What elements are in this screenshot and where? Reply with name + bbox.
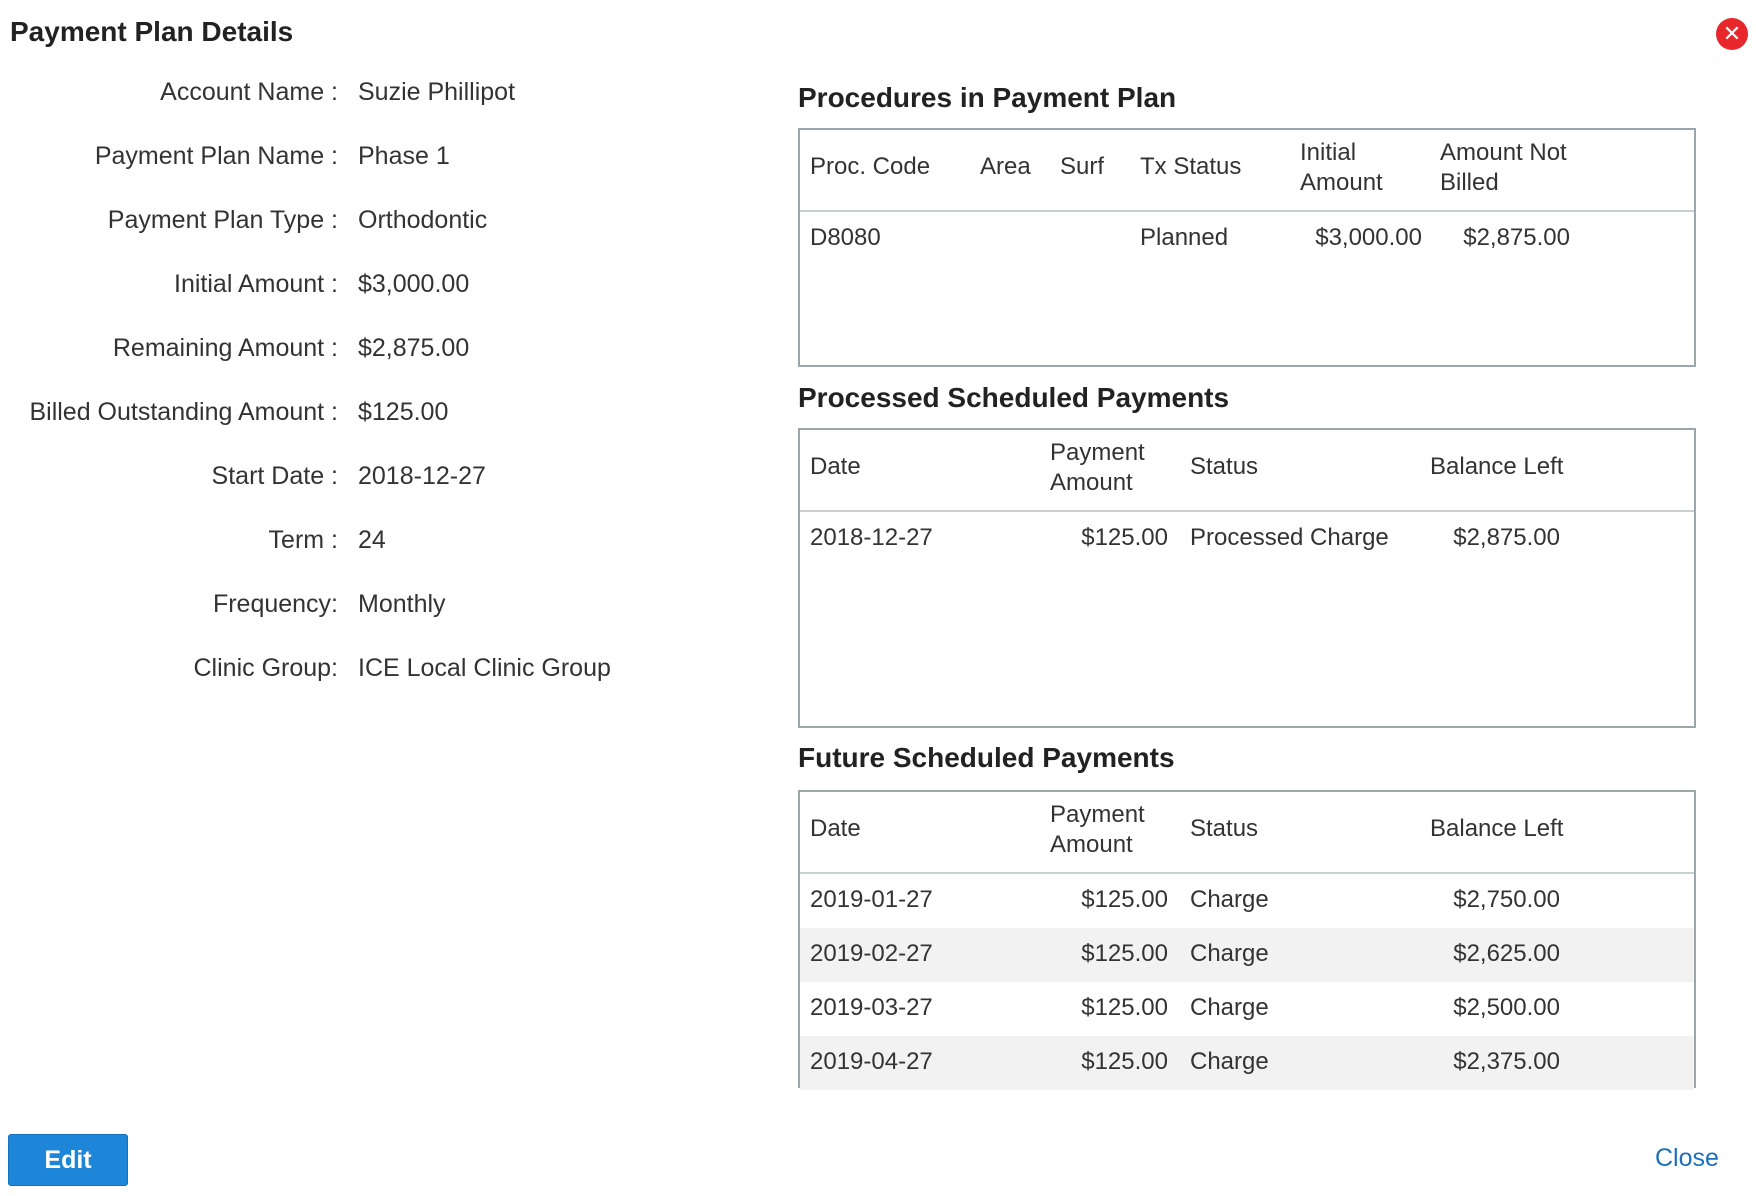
detail-label: Payment Plan Name : [94, 142, 338, 170]
detail-value: ICE Local Clinic Group [358, 654, 611, 682]
header-initial-amount-line1: Initial [1300, 139, 1357, 166]
procedures-title: Procedures in Payment Plan [798, 82, 1177, 113]
header-date: Date [810, 453, 861, 480]
detail-value: Suzie Phillipot [358, 78, 516, 106]
detail-value: 2018-12-27 [358, 462, 486, 490]
cell-initial-amount: $3,000.00 [1315, 224, 1422, 251]
header-balance-left: Balance Left [1430, 453, 1564, 480]
detail-label: Billed Outstanding Amount : [29, 398, 338, 426]
header-area: Area [980, 153, 1031, 180]
cell-amount-not-billed: $2,875.00 [1463, 224, 1570, 251]
table-header [800, 130, 1694, 212]
cell-status: Charge [1190, 940, 1269, 967]
detail-row-remaining-amount [0, 334, 700, 374]
table-row[interactable] [800, 1036, 1694, 1090]
detail-row-billed-outstanding [0, 398, 700, 438]
detail-value: Orthodontic [358, 206, 488, 234]
detail-row-clinic-group [0, 654, 700, 694]
table-row[interactable] [800, 512, 1694, 566]
detail-label: Remaining Amount : [112, 334, 338, 362]
header-amount-not-billed-line2: Billed [1440, 169, 1499, 196]
detail-row-start-date [0, 462, 700, 502]
cell-date: 2019-01-27 [810, 886, 933, 913]
header-date: Date [810, 815, 861, 842]
cell-balance-left: $2,625.00 [1453, 940, 1560, 967]
header-amount-not-billed-line1: Amount Not [1440, 139, 1567, 166]
header-status: Status [1190, 453, 1259, 480]
table-header [800, 792, 1694, 874]
header-tx-status: Tx Status [1140, 153, 1242, 180]
cell-balance-left: $2,500.00 [1453, 994, 1560, 1021]
processed-title: Processed Scheduled Payments [798, 382, 1230, 413]
detail-label: Start Date : [211, 462, 338, 490]
header-proc-code: Proc. Code [810, 153, 931, 180]
cell-payment-amount: $125.00 [1081, 1048, 1168, 1075]
header-payment-amount-line2: Amount [1050, 831, 1133, 858]
detail-label: Account Name : [160, 78, 338, 106]
detail-label: Payment Plan Type : [107, 206, 338, 234]
future-title: Future Scheduled Payments [798, 742, 1175, 773]
cell-status: Charge [1190, 886, 1269, 913]
detail-value: Phase 1 [358, 142, 450, 170]
processed-table [798, 428, 1696, 728]
edit-button[interactable]: Edit [8, 1134, 128, 1186]
cell-payment-amount: $125.00 [1081, 994, 1168, 1021]
table-row[interactable] [800, 982, 1694, 1036]
cell-proc-code: D8080 [810, 224, 881, 251]
page-title: Payment Plan Details [10, 16, 294, 47]
cell-status: Processed Charge [1190, 524, 1389, 551]
cell-status: Charge [1190, 994, 1269, 1021]
cell-balance-left: $2,375.00 [1453, 1048, 1560, 1075]
future-table [798, 790, 1696, 1088]
cell-date: 2019-02-27 [810, 940, 933, 967]
detail-label: Clinic Group: [193, 654, 338, 682]
detail-row-initial-amount [0, 270, 700, 310]
header-payment-amount-line2: Amount [1050, 469, 1133, 496]
detail-value: Monthly [358, 590, 446, 618]
header-status: Status [1190, 815, 1259, 842]
cell-date: 2019-03-27 [810, 994, 933, 1021]
cell-date: 2019-04-27 [810, 1048, 933, 1075]
detail-row-plan-name [0, 142, 700, 182]
cell-status: Charge [1190, 1048, 1269, 1075]
detail-value: $125.00 [358, 398, 449, 426]
detail-value: 24 [358, 526, 386, 554]
header-payment-amount-line1: Payment [1050, 439, 1145, 466]
cell-date: 2018-12-27 [810, 524, 933, 551]
detail-label: Initial Amount : [174, 270, 338, 298]
cell-payment-amount: $125.00 [1081, 524, 1168, 551]
cell-payment-amount: $125.00 [1081, 940, 1168, 967]
cell-tx-status: Planned [1140, 224, 1229, 251]
header-initial-amount-line2: Amount [1300, 169, 1383, 196]
cell-balance-left: $2,750.00 [1453, 886, 1560, 913]
detail-row-term [0, 526, 700, 566]
detail-label: Frequency: [212, 590, 338, 618]
detail-value: $2,875.00 [358, 334, 470, 362]
table-row[interactable] [800, 928, 1694, 982]
header-surf: Surf [1060, 153, 1105, 180]
table-row[interactable] [800, 212, 1694, 266]
detail-row-account-name [0, 78, 700, 118]
cell-balance-left: $2,875.00 [1453, 524, 1560, 551]
close-icon[interactable]: ✕ [1716, 18, 1748, 50]
close-link[interactable]: Close [1655, 1144, 1719, 1172]
header-balance-left: Balance Left [1430, 815, 1564, 842]
table-header [800, 430, 1694, 512]
detail-row-frequency [0, 590, 700, 630]
detail-row-plan-type [0, 206, 700, 246]
detail-value: $3,000.00 [358, 270, 470, 298]
header-payment-amount-line1: Payment [1050, 801, 1145, 828]
detail-label: Term : [268, 526, 338, 554]
procedures-table [798, 128, 1696, 367]
table-row[interactable] [800, 874, 1694, 928]
cell-payment-amount: $125.00 [1081, 886, 1168, 913]
